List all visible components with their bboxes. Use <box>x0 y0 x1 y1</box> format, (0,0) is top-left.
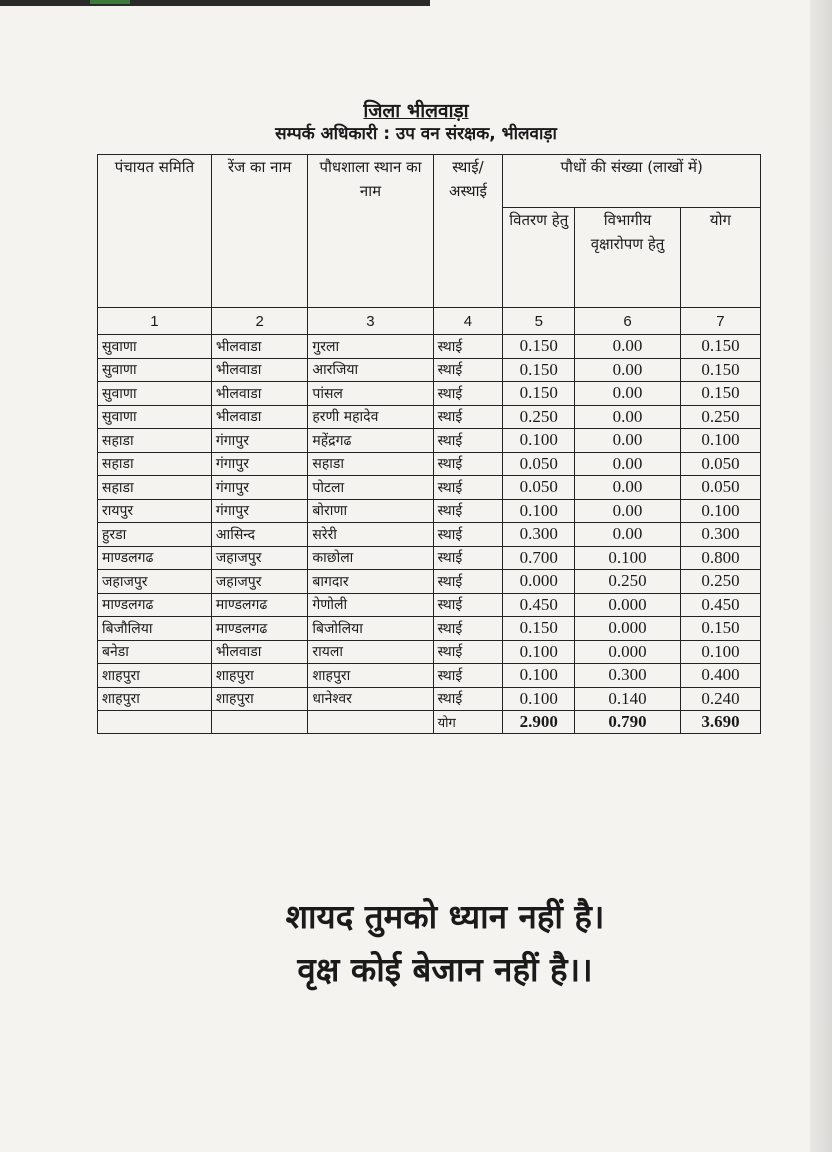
header-range: रेंज का नाम <box>211 155 307 308</box>
range-cell: जहाजपुर <box>211 570 307 594</box>
departmental-cell: 0.000 <box>575 640 681 664</box>
header-nursery: पौधशाला स्थान का नाम <box>308 155 433 308</box>
column-number: 5 <box>503 308 575 335</box>
total-cell: 0.050 <box>680 452 760 476</box>
table-body <box>98 335 761 711</box>
table-row <box>98 593 761 617</box>
table-row <box>98 546 761 570</box>
type-cell: स्थाई <box>433 335 503 359</box>
nursery-cell: धानेश्वर <box>308 687 433 711</box>
type-cell: स्थाई <box>433 452 503 476</box>
column-number: 7 <box>680 308 760 335</box>
nursery-cell: आरजिया <box>308 358 433 382</box>
table-row <box>98 617 761 641</box>
distribution-cell: 0.100 <box>503 664 575 688</box>
departmental-cell: 0.00 <box>575 499 681 523</box>
distribution-cell: 0.300 <box>503 523 575 547</box>
nursery-cell: शाहपुरा <box>308 664 433 688</box>
nursery-cell: रायला <box>308 640 433 664</box>
nursery-cell: बागदार <box>308 570 433 594</box>
panchayat-cell: शाहपुरा <box>98 664 212 688</box>
nursery-cell: पोटला <box>308 476 433 500</box>
range-cell: भीलवाडा <box>211 382 307 406</box>
nursery-cell: गेणोली <box>308 593 433 617</box>
total-cell: 0.250 <box>680 405 760 429</box>
column-number: 2 <box>211 308 307 335</box>
header-panchayat: पंचायत समिति <box>98 155 212 308</box>
distribution-cell: 0.700 <box>503 546 575 570</box>
range-cell: गंगापुर <box>211 452 307 476</box>
type-cell: स्थाई <box>433 664 503 688</box>
range-cell: जहाजपुर <box>211 546 307 570</box>
table-row <box>98 358 761 382</box>
panchayat-cell: सुवाणा <box>98 335 212 359</box>
total-cell: 0.150 <box>680 382 760 406</box>
distribution-cell: 0.150 <box>503 617 575 641</box>
distribution-cell: 0.050 <box>503 476 575 500</box>
column-number: 4 <box>433 308 503 335</box>
departmental-cell: 0.250 <box>575 570 681 594</box>
type-cell: स्थाई <box>433 382 503 406</box>
total-overall: 3.690 <box>680 711 760 734</box>
panchayat-cell: माण्डलगढ <box>98 546 212 570</box>
district-title: जिला भीलवाड़ा <box>363 100 469 122</box>
departmental-cell: 0.00 <box>575 405 681 429</box>
type-cell: स्थाई <box>433 546 503 570</box>
panchayat-cell: जहाजपुर <box>98 570 212 594</box>
panchayat-cell: सुवाणा <box>98 405 212 429</box>
range-cell: भीलवाडा <box>211 358 307 382</box>
departmental-cell: 0.000 <box>575 593 681 617</box>
nursery-cell: महेंद्रगढ <box>308 429 433 453</box>
nursery-cell: हरणी महादेव <box>308 405 433 429</box>
top-edge-accent <box>90 0 130 4</box>
slogan-line-2: वृक्ष कोई बेजान नहीं है।। <box>297 950 593 989</box>
type-cell: स्थाई <box>433 523 503 547</box>
departmental-cell: 0.00 <box>575 335 681 359</box>
panchayat-cell: सहाडा <box>98 476 212 500</box>
panchayat-cell: सहाडा <box>98 429 212 453</box>
type-cell: स्थाई <box>433 499 503 523</box>
range-cell: भीलवाडा <box>211 640 307 664</box>
distribution-cell: 0.150 <box>503 358 575 382</box>
distribution-cell: 0.100 <box>503 429 575 453</box>
table-row <box>98 640 761 664</box>
departmental-cell: 0.140 <box>575 687 681 711</box>
nursery-cell: बिजोलिया <box>308 617 433 641</box>
total-cell: 0.450 <box>680 593 760 617</box>
type-cell: स्थाई <box>433 429 503 453</box>
type-cell: स्थाई <box>433 640 503 664</box>
table-row <box>98 523 761 547</box>
panchayat-cell: सहाडा <box>98 452 212 476</box>
range-cell: गंगापुर <box>211 499 307 523</box>
total-empty-cell <box>211 711 307 734</box>
departmental-cell: 0.00 <box>575 358 681 382</box>
column-number: 1 <box>98 308 212 335</box>
table-row <box>98 499 761 523</box>
panchayat-cell: शाहपुरा <box>98 687 212 711</box>
total-cell: 0.400 <box>680 664 760 688</box>
panchayat-cell: माण्डलगढ <box>98 593 212 617</box>
panchayat-cell: हुरडा <box>98 523 212 547</box>
departmental-cell: 0.300 <box>575 664 681 688</box>
nursery-cell: गुरला <box>308 335 433 359</box>
total-cell: 0.150 <box>680 358 760 382</box>
nursery-cell: सरेरी <box>308 523 433 547</box>
top-edge-strip <box>0 0 430 6</box>
panchayat-cell: बनेडा <box>98 640 212 664</box>
panchayat-cell: बिजौलिया <box>98 617 212 641</box>
type-cell: स्थाई <box>433 476 503 500</box>
total-empty-cell <box>98 711 212 734</box>
departmental-cell: 0.00 <box>575 476 681 500</box>
table-row <box>98 664 761 688</box>
table-row <box>98 335 761 359</box>
table-row <box>98 687 761 711</box>
slogan-line-1: शायद तुमको ध्यान नहीं है। <box>285 897 605 936</box>
header-distribution: वितरण हेतु <box>503 208 575 308</box>
total-cell: 0.150 <box>680 335 760 359</box>
column-number: 3 <box>308 308 433 335</box>
panchayat-cell: रायपुर <box>98 499 212 523</box>
total-departmental: 0.790 <box>575 711 681 734</box>
column-number-row <box>98 308 761 335</box>
type-cell: स्थाई <box>433 405 503 429</box>
distribution-cell: 0.100 <box>503 499 575 523</box>
total-cell: 0.100 <box>680 499 760 523</box>
total-distribution: 2.900 <box>503 711 575 734</box>
departmental-cell: 0.100 <box>575 546 681 570</box>
total-cell: 0.150 <box>680 617 760 641</box>
type-cell: स्थाई <box>433 358 503 382</box>
total-cell: 0.050 <box>680 476 760 500</box>
total-cell: 0.240 <box>680 687 760 711</box>
type-cell: स्थाई <box>433 687 503 711</box>
distribution-cell: 0.100 <box>503 640 575 664</box>
distribution-cell: 0.100 <box>503 687 575 711</box>
table-row <box>98 429 761 453</box>
distribution-cell: 0.000 <box>503 570 575 594</box>
header-type: स्थाई/ अस्थाई <box>433 155 503 308</box>
total-cell: 0.250 <box>680 570 760 594</box>
nursery-cell: काछोला <box>308 546 433 570</box>
range-cell: भीलवाडा <box>211 405 307 429</box>
range-cell: शाहपुरा <box>211 687 307 711</box>
distribution-cell: 0.050 <box>503 452 575 476</box>
departmental-cell: 0.00 <box>575 429 681 453</box>
header-departmental: विभागीय वृक्षारोपण हेतु <box>575 208 681 308</box>
total-cell: 0.100 <box>680 429 760 453</box>
table-row <box>98 452 761 476</box>
table-header-row <box>98 155 761 208</box>
range-cell: शाहपुरा <box>211 664 307 688</box>
range-cell: गंगापुर <box>211 476 307 500</box>
panchayat-cell: सुवाणा <box>98 382 212 406</box>
range-cell: गंगापुर <box>211 429 307 453</box>
contact-officer-line: सम्पर्क अधिकारी : उप वन संरक्षक, भीलवाड़ा <box>275 124 557 144</box>
nursery-cell: बोराणा <box>308 499 433 523</box>
departmental-cell: 0.00 <box>575 523 681 547</box>
distribution-cell: 0.150 <box>503 335 575 359</box>
range-cell: भीलवाडा <box>211 335 307 359</box>
panchayat-cell: सुवाणा <box>98 358 212 382</box>
nursery-table <box>97 154 761 734</box>
nursery-cell: पांसल <box>308 382 433 406</box>
distribution-cell: 0.450 <box>503 593 575 617</box>
table-row <box>98 476 761 500</box>
departmental-cell: 0.000 <box>575 617 681 641</box>
departmental-cell: 0.00 <box>575 382 681 406</box>
distribution-cell: 0.150 <box>503 382 575 406</box>
type-cell: स्थाई <box>433 593 503 617</box>
total-label: योग <box>433 711 503 734</box>
departmental-cell: 0.00 <box>575 452 681 476</box>
table-row <box>98 382 761 406</box>
distribution-cell: 0.250 <box>503 405 575 429</box>
range-cell: माण्डलगढ <box>211 593 307 617</box>
total-cell: 0.300 <box>680 523 760 547</box>
header-plants: पौधों की संख्या (लाखों में) <box>503 155 761 208</box>
type-cell: स्थाई <box>433 617 503 641</box>
total-row <box>98 711 761 734</box>
nursery-cell: सहाडा <box>308 452 433 476</box>
range-cell: माण्डलगढ <box>211 617 307 641</box>
table-row <box>98 570 761 594</box>
total-cell: 0.100 <box>680 640 760 664</box>
type-cell: स्थाई <box>433 570 503 594</box>
range-cell: आसिन्द <box>211 523 307 547</box>
total-empty-cell <box>308 711 433 734</box>
column-number: 6 <box>575 308 681 335</box>
total-cell: 0.800 <box>680 546 760 570</box>
header-total: योग <box>680 208 760 308</box>
table-row <box>98 405 761 429</box>
